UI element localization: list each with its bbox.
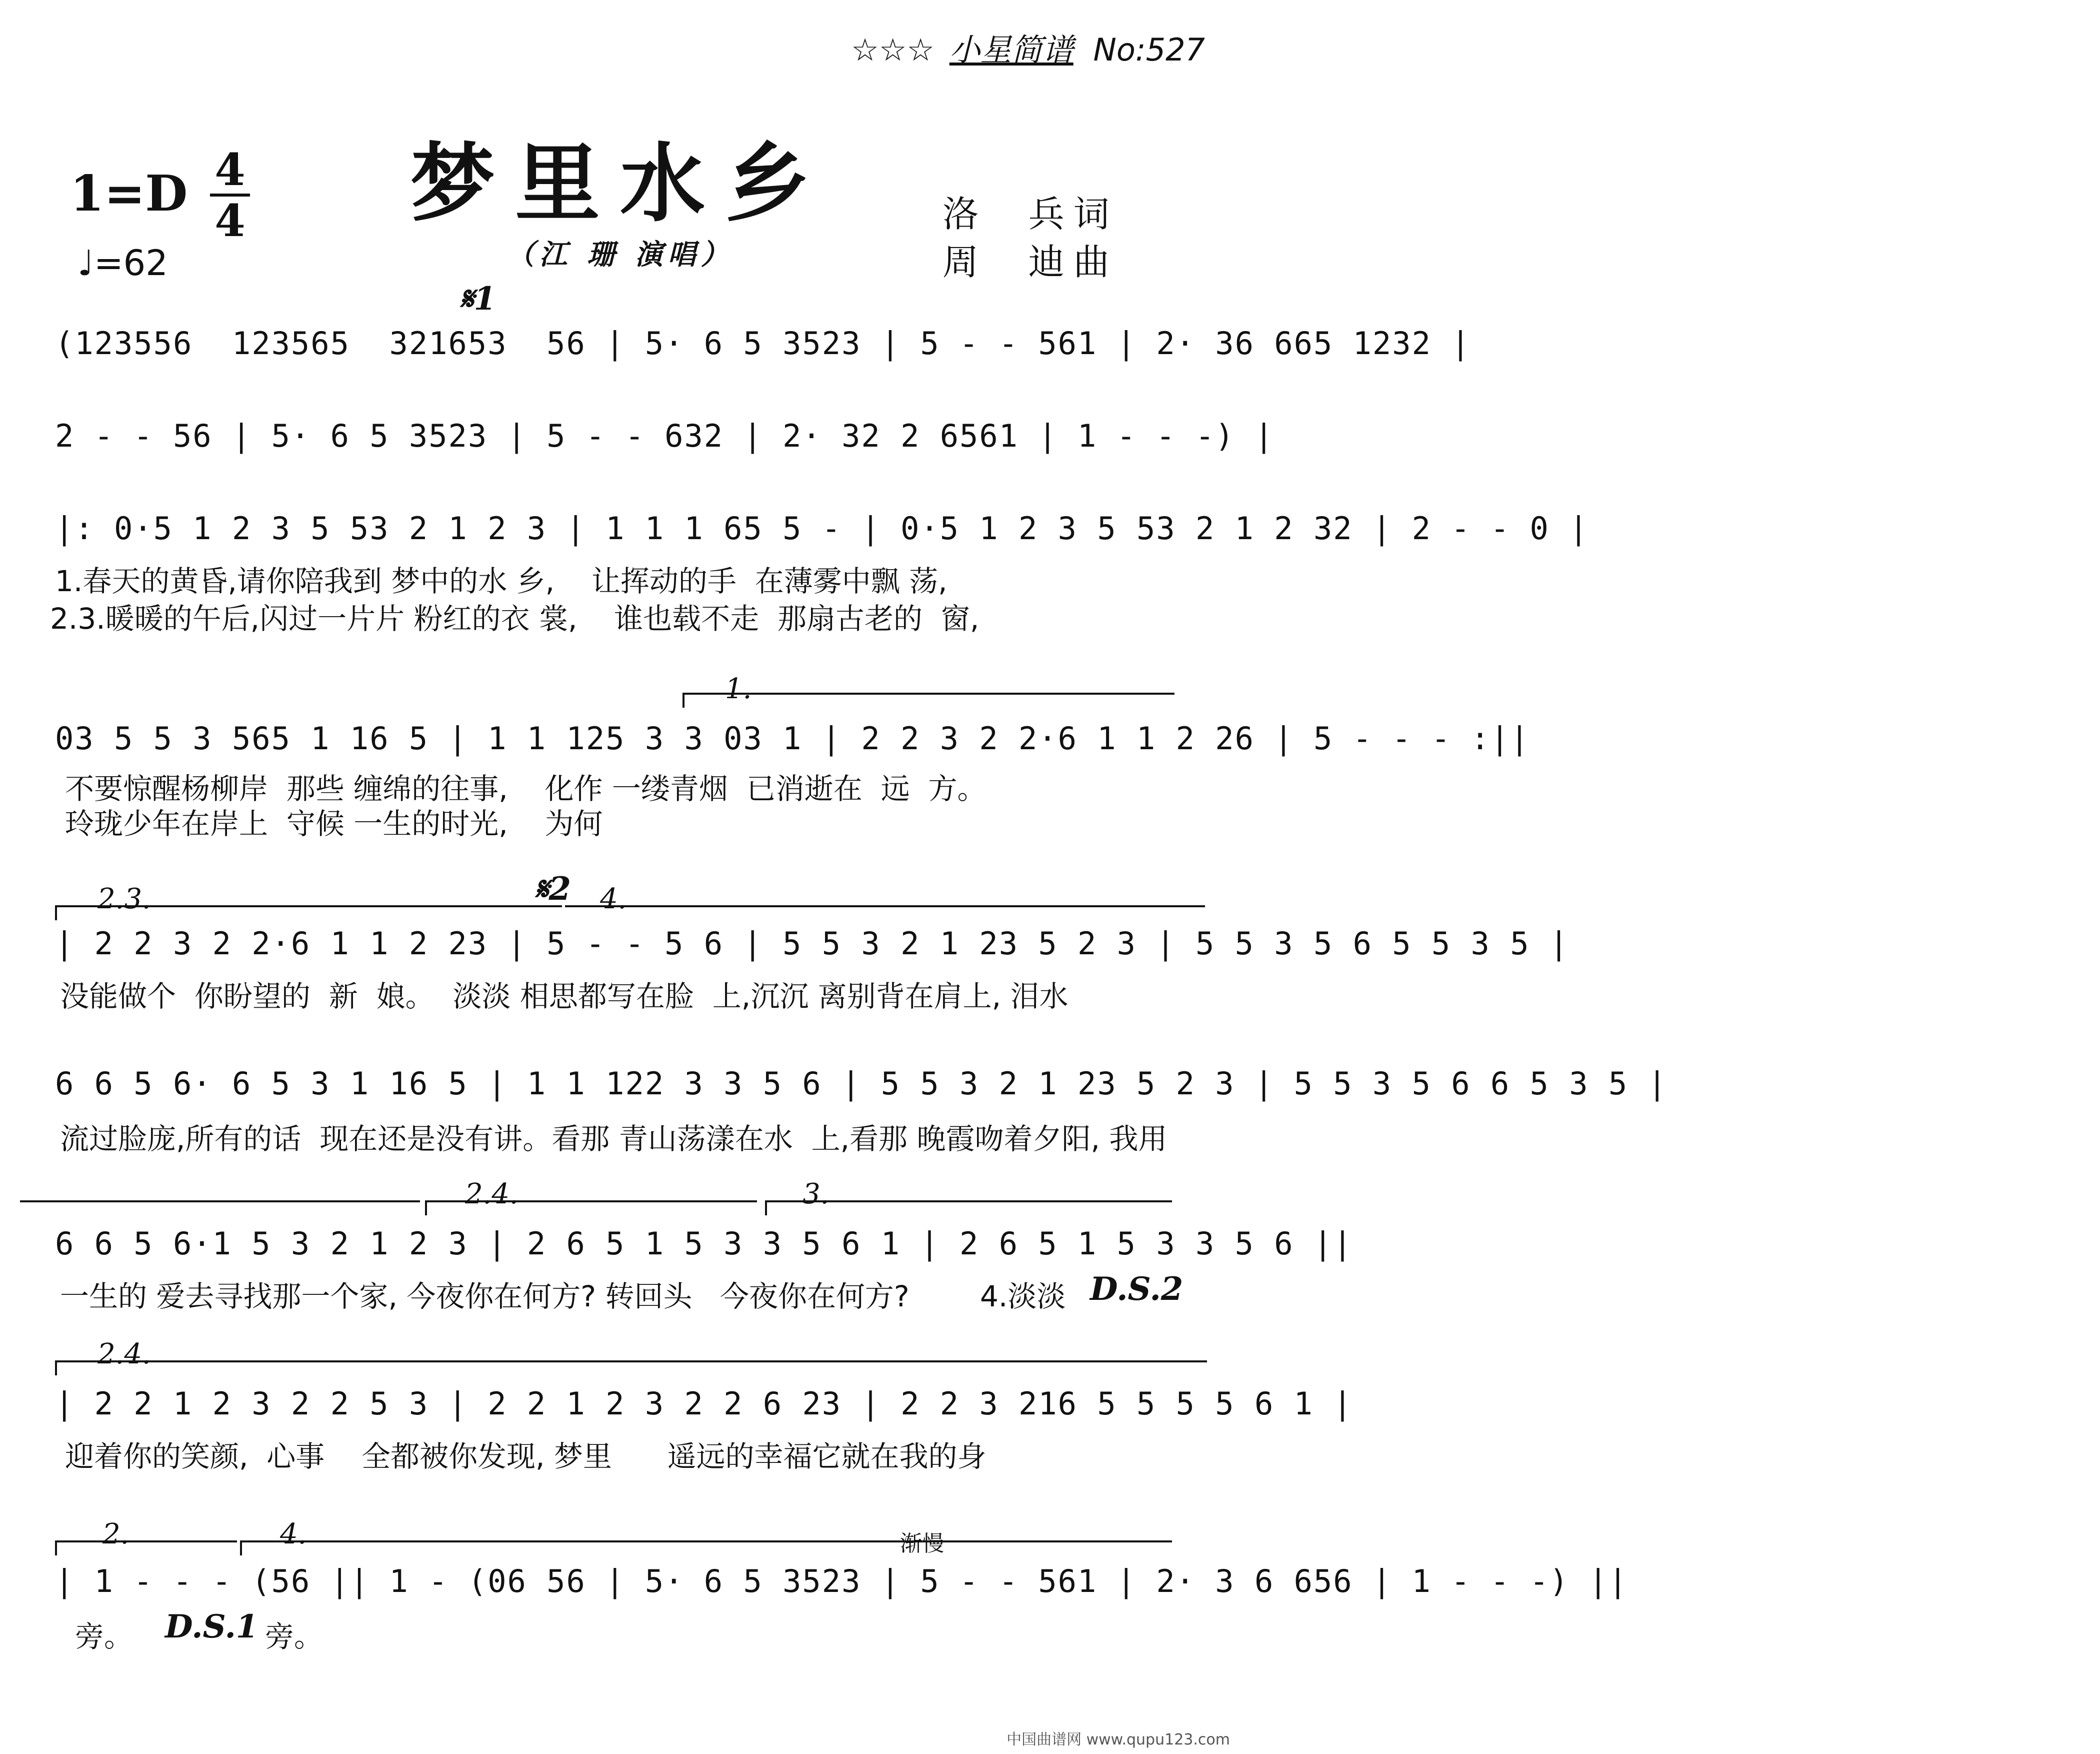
composer-credit: 周 迪曲 xyxy=(942,241,1118,283)
key-signature: 1=D xyxy=(70,165,188,223)
brand-header xyxy=(851,25,1205,70)
lyric-row-4a: 不要惊醒杨柳岸 那些 缠绵的往事, 化作 一缕青烟 已消逝在 远 方。 xyxy=(65,772,986,806)
lyric-row-6: 流过脸庞,所有的话 现在还是没有讲。看那 青山荡漾在水 上,看那 晚霞吻着夕阳, 我用 xyxy=(60,1122,1168,1156)
score-row-5: | 2 2 3 2 2·6 1 1 2 23 | 5 - - 5 6 | 5 5 3 2 1 23 5 2 3 | 5 5 3 5 6 5 5 3 5 | xyxy=(55,925,1570,962)
ending-label-3: 3. xyxy=(802,1178,830,1210)
lyric-row-4b: 玲珑少年在岸上 守候 一生的时光, 为何 xyxy=(65,807,603,841)
ending-bracket-1 xyxy=(682,693,1174,708)
slow-down-mark: 渐慢 xyxy=(900,1531,944,1556)
ending-label-4: 4. xyxy=(600,883,627,915)
row-7-top-line xyxy=(20,1200,420,1202)
ending-bracket-24b xyxy=(55,1360,1207,1375)
lyric-row-5: 没能做个 你盼望的 新 娘。 淡淡 相思都写在脸 上,沉沉 离别背在肩上, 泪水 xyxy=(60,979,1068,1013)
ending-label-4b: 4. xyxy=(280,1518,307,1550)
lyric-row-9b: 旁。 xyxy=(265,1619,324,1653)
ending-label-23: 2.3. xyxy=(98,883,151,915)
score-row-4: 03 5 5 3 565 1 16 5 | 1 1 125 3 3 03 1 | 2 2 3 2 2·6 1 1 2 26 | 5 - - - :|| xyxy=(55,720,1530,757)
lyric-row-8: 迎着你的笑颜, 心事 全都被你发现, 梦里 遥远的幸福它就在我的身 xyxy=(65,1439,986,1473)
ending-label-24b: 2.4. xyxy=(98,1338,151,1370)
ds-2-mark: D.S.2 xyxy=(1090,1270,1184,1308)
score-row-6: 6 6 5 6· 6 5 3 1 16 5 | 1 1 122 3 3 5 6 | 5 5 3 2 1 23 5 2 3 | 5 5 3 5 6 6 5 3 5 | xyxy=(55,1065,1668,1102)
score-number: No:527 xyxy=(1093,32,1205,68)
segno-1-mark: 𝄋1 xyxy=(460,280,496,318)
score-row-2: 2 - - 56 | 5· 6 5 3523 | 5 - - 632 | 2· 32 2 6561 | 1 - - -) | xyxy=(55,418,1274,454)
lyricist-credit: 洛 兵词 xyxy=(942,193,1118,235)
credits xyxy=(942,190,1118,286)
time-sig-top: 4 xyxy=(214,144,246,196)
segno-2-mark: 𝄋2 xyxy=(535,870,572,908)
time-signature xyxy=(210,144,250,247)
song-title: 梦里水乡 xyxy=(410,134,830,234)
score-row-1: (123556 123565 321653 56 | 5· 6 5 3523 | 5 - - 561 | 2· 36 665 1232 | xyxy=(55,325,1471,362)
time-sig-bottom: 4 xyxy=(214,195,246,247)
ds-1-mark: D.S.1 xyxy=(165,1608,258,1645)
score-row-3: |: 0·5 1 2 3 5 53 2 1 2 3 | 1 1 1 65 5 - | 0·5 1 2 3 5 53 2 1 2 32 | 2 - - 0 | xyxy=(55,510,1589,547)
lyric-row-3a: 1.春天的黄昏,请你陪我到 梦中的水 乡, 让挥动的手 在薄雾中飘 荡, xyxy=(55,564,948,598)
lyric-row-7: 一生的 爱去寻找那一个家, 今夜你在何方? 转回头 今夜你在何方? xyxy=(60,1279,910,1313)
brand-stars: ☆☆☆ xyxy=(851,32,934,68)
ending-bracket-4 xyxy=(565,905,1205,920)
ending-bracket-4b xyxy=(240,1540,1172,1555)
ending-label-24a: 2.4. xyxy=(465,1178,518,1210)
ending-label-1: 1. xyxy=(725,673,752,705)
lyric-row-9a: 旁。 xyxy=(75,1619,134,1653)
lyric-row-3b: 2.3.暖暖的午后,闪过一片片 粉红的衣 裳, 谁也载不走 那扇古老的 窗, xyxy=(50,602,980,636)
score-row-9: | 1 - - - (56 || 1 - (06 56 | 5· 6 5 3523 | 5 - - 561 | 2· 3 6 656 | 1 - - -) || xyxy=(55,1563,1628,1599)
ending-label-2: 2. xyxy=(102,1518,130,1550)
lyric-row-7-end: 4.淡淡 xyxy=(980,1279,1066,1313)
tempo-marking: ♩=62 xyxy=(78,243,168,284)
score-row-7: 6 6 5 6·1 5 3 2 1 2 3 | 2 6 5 1 5 3 3 5 6 1 | 2 6 5 1 5 3 3 5 6 || xyxy=(55,1225,1353,1262)
ending-bracket-2 xyxy=(55,1540,237,1555)
score-row-8: | 2 2 1 2 3 2 2 5 3 | 2 2 1 2 3 2 2 6 23 | 2 2 3 216 5 5 5 5 6 1 | xyxy=(55,1385,1353,1422)
brand-name[interactable]: 小星简谱 xyxy=(949,32,1074,68)
singer-credit: （江 珊 演唱） xyxy=(506,238,734,271)
watermark-logo: 中国曲谱网 www.qupu123.com xyxy=(1006,1731,1230,1748)
